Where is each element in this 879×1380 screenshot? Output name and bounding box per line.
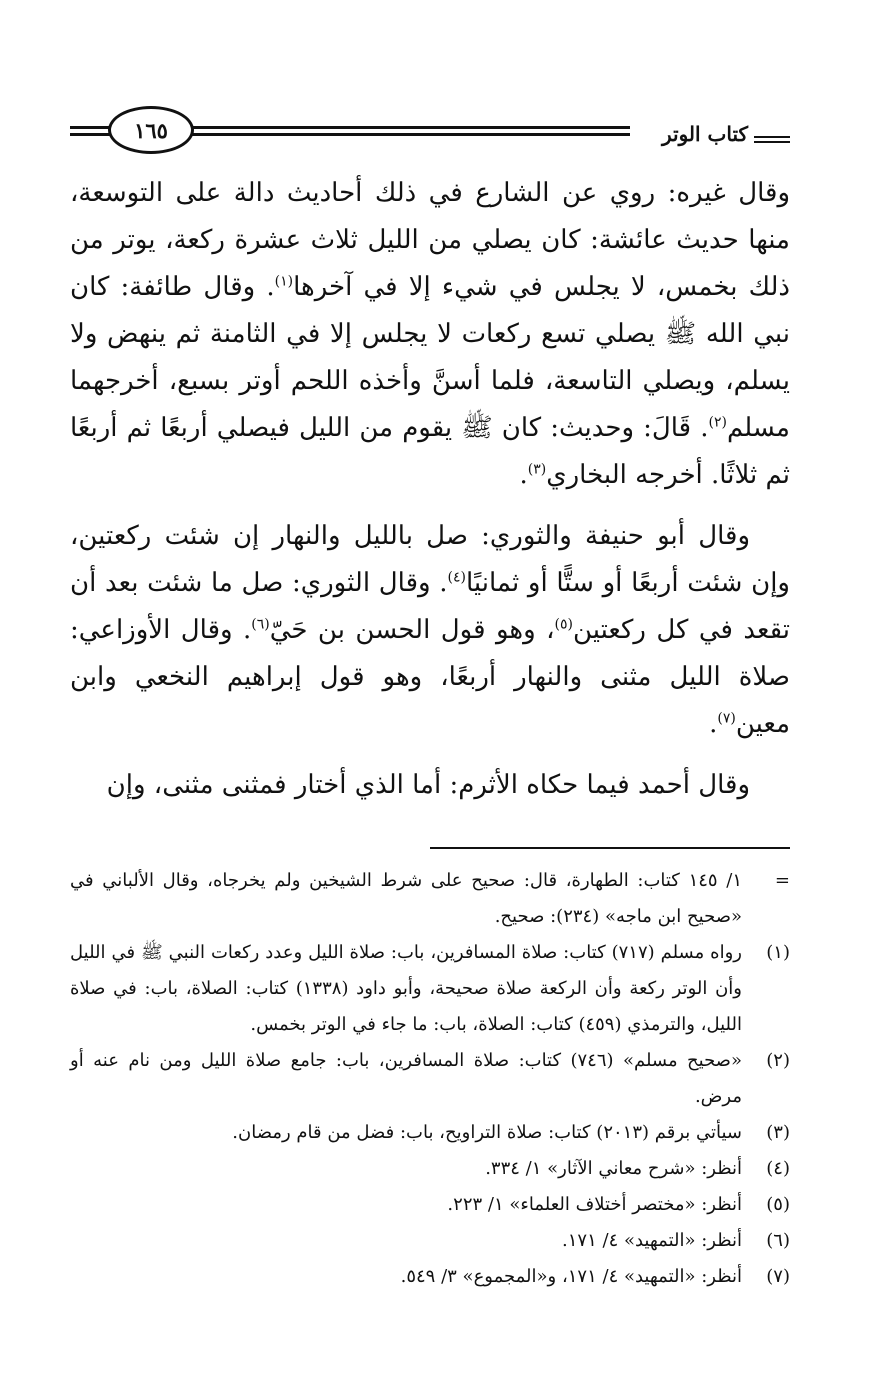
header-rule-left [70, 126, 110, 129]
footnote-marker[interactable]: (١) [274, 273, 294, 290]
footnote [70, 935, 790, 1043]
footnote-text: أنظر: «شرح معاني الآثار» ١/ ٣٣٤. [485, 1158, 742, 1179]
footnote-separator [430, 847, 790, 849]
page-header [70, 100, 790, 160]
footnote-number: (٣) [766, 1122, 790, 1143]
paragraph [70, 170, 790, 499]
footnote-text: «صحيح مسلم» (٧٤٦) كتاب: صلاة المسافرين، باب: جامع صلاة الليل ومن نام عنه أو مرض. [70, 1050, 742, 1107]
book-page [70, 100, 790, 1350]
footnote-marker[interactable]: (٣) [527, 461, 547, 478]
main-text [70, 170, 790, 809]
footnote [70, 1115, 790, 1151]
paragraph-text: . [709, 709, 718, 739]
footnote-number: (٧) [766, 1266, 790, 1287]
paragraph-text: . قَالَ: وحديث: كان ﷺ يقوم من الليل فيصلي أربعًا ثم أربعًا ثم ثلاثًا. أخرجه البخاري [70, 413, 790, 490]
header-rule-right [754, 136, 790, 138]
footnote-text: سيأتي برقم (٢٠١٣) كتاب: صلاة التراويح، باب: فضل من قام رمضان. [232, 1122, 742, 1143]
paragraph-text: وقال أحمد فيما حكاه الأثرم: أما الذي أختار فمثنى مثنى، وإن [106, 770, 750, 800]
footnote [70, 1151, 790, 1187]
paragraph-text: . وقال طائفة: كان نبي الله ﷺ يصلي تسع ركعات لا يجلس إلا في الثامنة ثم ينهض ولا يسلم، ويصلي التاسعة، فلما أسنَّ وأخذه اللحم أوتر بسبع، أخرجهما مسلم [70, 272, 790, 443]
running-title: كتاب الوتر [661, 122, 748, 146]
footnote [70, 863, 790, 935]
footnote-number: (٥) [766, 1194, 790, 1215]
paragraph [70, 762, 790, 809]
footnotes [70, 863, 790, 1295]
footnote-text: ١/ ١٤٥ كتاب: الطهارة، قال: صحيح على شرط الشيخين ولم يخرجاه، وقال الألباني في «صحيح ابن ماجه» (٢٣٤): صحيح. [70, 870, 742, 927]
page-number: ١٦٥ [108, 106, 194, 154]
footnote [70, 1223, 790, 1259]
footnote [70, 1187, 790, 1223]
footnote-number: (٢) [766, 1050, 790, 1071]
paragraph-text: ، وهو قول الحسن بن حَيّ [269, 615, 555, 645]
footnote-text: رواه مسلم (٧١٧) كتاب: صلاة المسافرين، باب: صلاة الليل وعدد ركعات النبي ﷺ في الليل وأن الوتر ركعة وأن الركعة صلاة صحيحة، وأبو داود (١٣٣٨) كتاب: الصلاة، باب: في صلاة الليل، والترمذي (٤٥٩) كتاب: الصلاة، باب: ما جاء في الوتر بخمس. [70, 942, 743, 1035]
footnote-marker[interactable]: (٥) [554, 616, 573, 633]
footnote-text: أنظر: «مختصر أختلاف العلماء» ١/ ٢٢٣. [447, 1194, 742, 1215]
footnote-number: (٦) [766, 1230, 790, 1251]
header-rule [192, 126, 630, 129]
footnote [70, 1043, 790, 1115]
paragraph-text: وقال أبو حنيفة والثوري: صل بالليل والنهار إن شئت ركعتين، وإن شئت أربعًا أو ستًّا أو ثمانيًا [70, 521, 790, 598]
footnote-marker[interactable]: (٤) [447, 569, 466, 586]
paragraph-text: . وقال الثوري: صل ما شئت بعد أن تقعد في كل ركعتين [70, 568, 790, 645]
footnote-marker[interactable]: (٢) [708, 414, 727, 431]
footnote-text: أنظر: «التمهيد» ٤/ ١٧١، و«المجموع» ٣/ ٥٤٩. [400, 1266, 742, 1287]
footnote-marker[interactable]: (٧) [717, 710, 736, 727]
paragraph [70, 513, 790, 748]
footnote-number: = [774, 870, 790, 891]
footnote-text: أنظر: «التمهيد» ٤/ ١٧١. [562, 1230, 742, 1251]
paragraph-text: وقال غيره: روي عن الشارع في ذلك أحاديث دالة على التوسعة، منها حديث عائشة: كان يصلي من الليل ثلاث عشرة ركعة، يوتر من ذلك بخمس، لا يجلس في شيء إلا في آخرها [70, 178, 791, 302]
footnote-number: (٤) [766, 1158, 790, 1179]
footnote-marker[interactable]: (٦) [251, 616, 270, 633]
paragraph-text: . [519, 460, 528, 490]
footnote-number: (١) [766, 942, 790, 963]
paragraph-text: . وقال الأوزاعي: صلاة الليل مثنى والنهار أربعًا، وهو قول إبراهيم النخعي وابن معين [70, 615, 790, 739]
footnote [70, 1259, 790, 1295]
